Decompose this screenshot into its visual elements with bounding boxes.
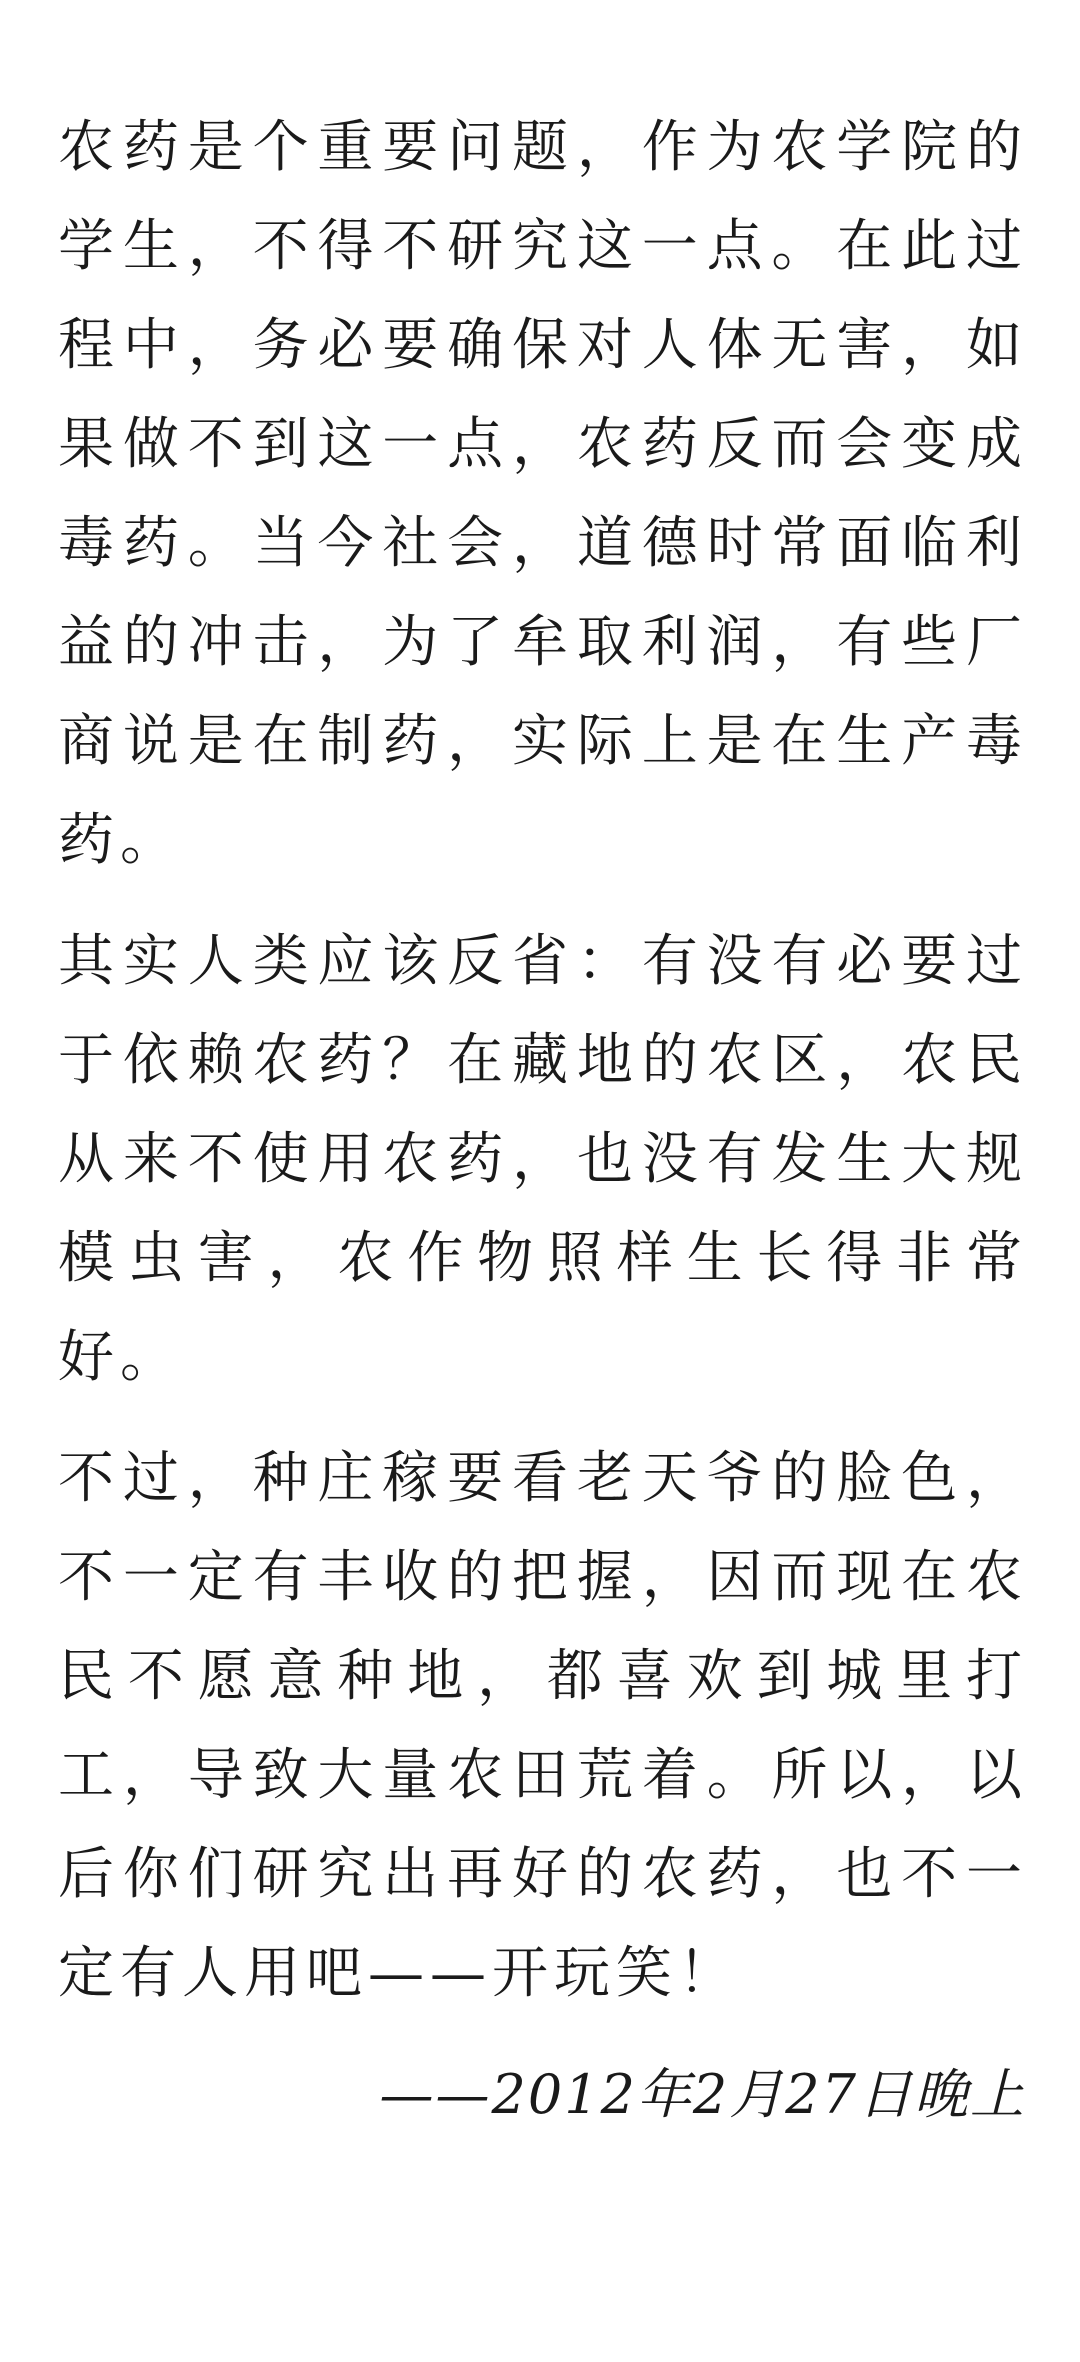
paragraph-1: 农药是个重要问题，作为农学院的学生，不得不研究这一点。在此过程中，务必要确保对人体无害，如果做不到这一点，农药反而会变成毒药。当今社会，道德时常面临利益的冲击，为了牟取利润，有些厂商说是在制药，实际上是在生产毒药。 [58,115,1028,873]
signature-date: ——2012年2月27日晚上 [379,2063,1026,2126]
paragraph-2: 其实人类应该反省：有没有必要过于依赖农药？在藏地的农区，农民从来不使用农药，也没有发生大规模虫害，农作物照样生长得非常好。 [58,929,1028,1390]
paragraph-3: 不过，种庄稼要看老天爷的脸色，不一定有丰收的把握，因而现在农民不愿意种地，都喜欢到城里打工，导致大量农田荒着。所以，以后你们研究出再好的农药，也不一定有人用吧——开玩笑！ [58,1446,1028,2006]
